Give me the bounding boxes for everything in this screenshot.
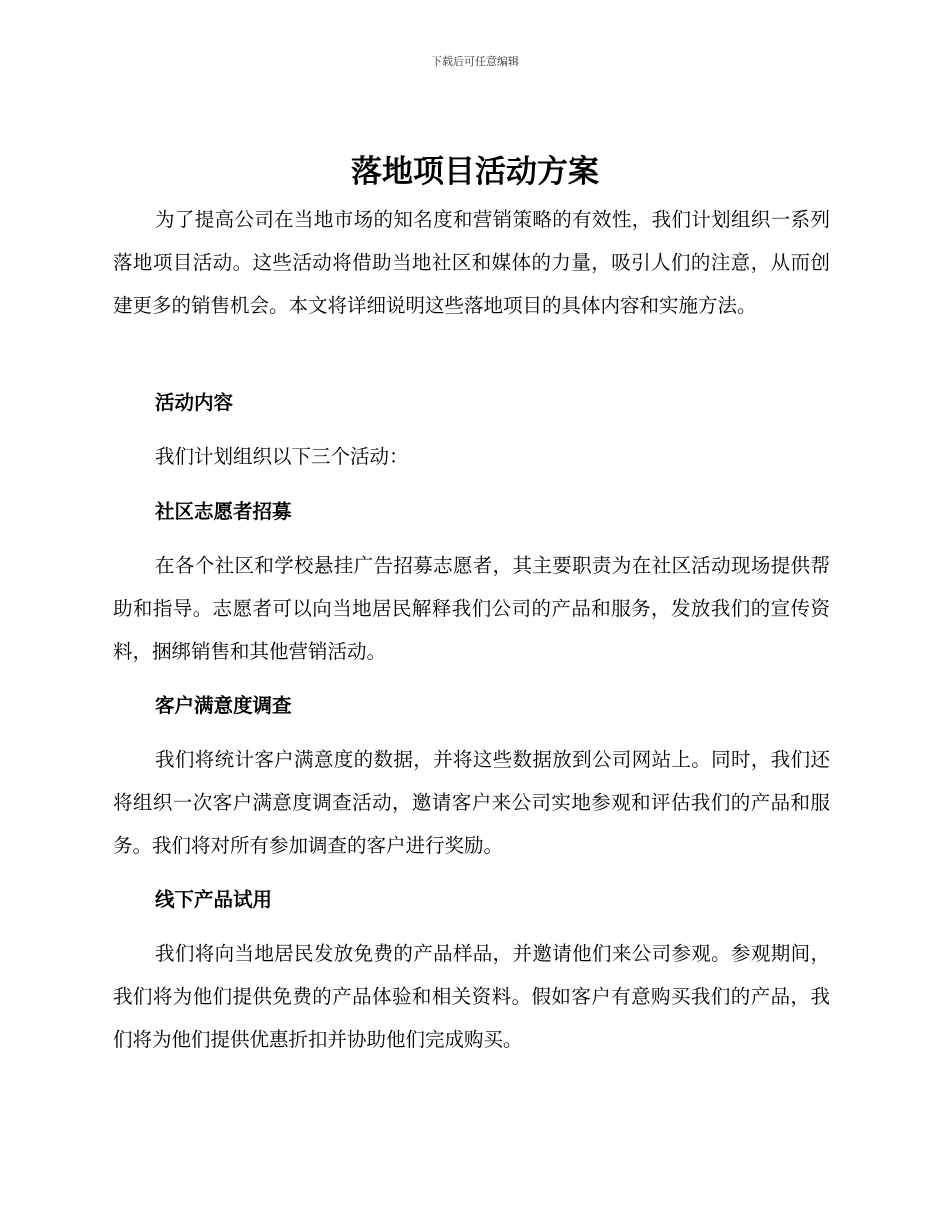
document-title: 落地项目活动方案	[351, 154, 599, 190]
section-intro-paragraph: 我们计划组织以下三个活动：	[155, 445, 409, 468]
header-note: 下载后可任意编辑	[431, 55, 519, 68]
activity-heading-satisfaction-survey: 客户满意度调查	[155, 694, 292, 717]
intro-paragraph: 为了提高公司在当地市场的知名度和营销策略的有效性，我们计划组织一系列落地项目活动。这些活动将借助当地社区和媒体的力量，吸引人们的注意，从而创建更多的销售机会。本文将详细说明这些落地项目的具体内容和实施方法。	[113, 208, 830, 317]
section-heading-activity-content: 活动内容	[155, 391, 234, 414]
activity-heading-volunteer: 社区志愿者招募	[155, 500, 292, 523]
activity-paragraph-product-trial: 我们将向当地居民发放免费的产品样品，并邀请他们来公司参观。参观期间，我们将为他们提供免费的产品体验和相关资料。假如客户有意购买我们的产品，我们将为他们提供优惠折扣并协助他们完成购买。	[113, 942, 830, 1051]
activity-paragraph-satisfaction-survey: 我们将统计客户满意度的数据，并将这些数据放到公司网站上。同时，我们还将组织一次客户满意度调查活动，邀请客户来公司实地参观和评估我们的产品和服务。我们将对所有参加调查的客户进行奖励。	[113, 748, 830, 857]
activity-heading-product-trial: 线下产品试用	[155, 888, 273, 911]
activity-paragraph-volunteer: 在各个社区和学校悬挂广告招募志愿者，其主要职责为在社区活动现场提供帮助和指导。志愿者可以向当地居民解释我们公司的产品和服务，发放我们的宣传资料，捆绑销售和其他营销活动。	[113, 554, 830, 663]
